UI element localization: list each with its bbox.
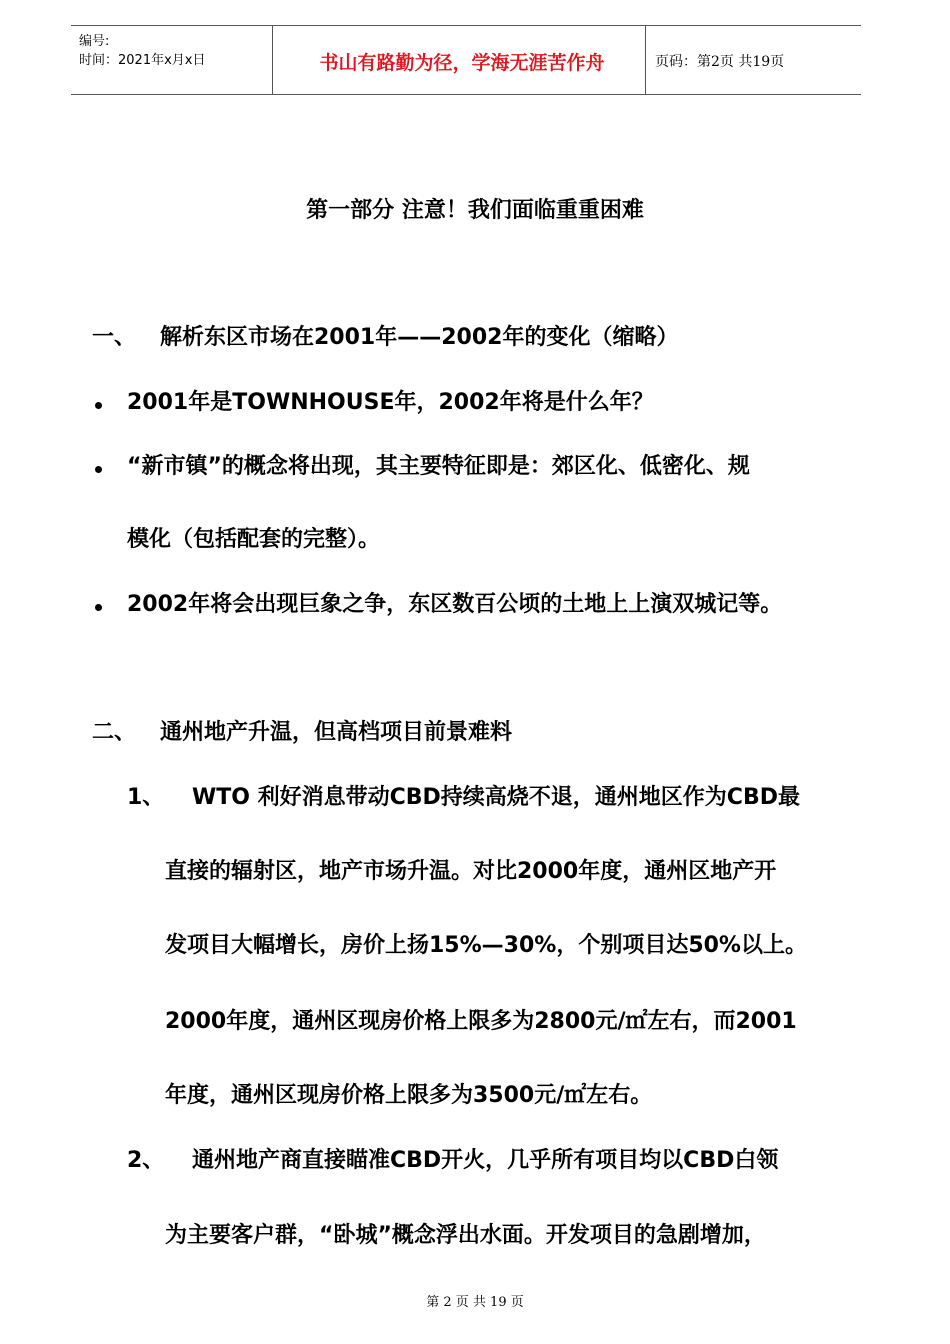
item2-number: 2、: [127, 1148, 165, 1173]
item1-line: 2000年度，通州区现房价格上限多为2800元/㎡左右，而2001: [165, 1009, 797, 1034]
bullet-item: 2001年是TOWNHOUSE年，2002年将是什么年？: [127, 390, 654, 415]
section2-number: 二、: [92, 720, 137, 745]
header-page-info: 页码：第2页 共19页: [655, 54, 785, 70]
header-motto: 书山有路勤为径，学海无涯苦作舟: [319, 52, 605, 74]
bullet-icon: [95, 402, 102, 409]
item1-line: 发项目大幅增长，房价上扬15%—30%，个别项目达50%以上。: [165, 933, 807, 958]
page-title: 第一部分 注意！我们面临重重困难: [306, 198, 644, 223]
header-divider: [272, 26, 273, 94]
section1-heading: 解析东区市场在2001年——2002年的变化（缩略）: [160, 325, 679, 350]
item1-line: 直接的辐射区，地产市场升温。对比2000年度，通州区地产开: [165, 859, 777, 884]
item1-line: WTO 利好消息带动CBD持续高烧不退，通州地区作为CBD最: [192, 785, 800, 810]
header-divider: [645, 26, 646, 94]
item1-number: 1、: [127, 785, 165, 810]
section2-heading: 通州地产升温，但高档项目前景难料: [160, 720, 513, 745]
bullet-item: “新市镇”的概念将出现，其主要特征即是：郊区化、低密化、规: [127, 454, 750, 479]
page-header: [71, 25, 861, 95]
item2-line: 通州地产商直接瞄准CBD开火，几乎所有项目均以CBD白领: [192, 1148, 779, 1173]
page-footer: 第 2 页 共 19 页: [426, 1295, 524, 1310]
bullet-item-continuation: 模化（包括配套的完整）。: [127, 527, 381, 552]
item2-line: 为主要客户群，“卧城”概念浮出水面。开发项目的急剧增加，: [165, 1223, 766, 1248]
bullet-item: 2002年将会出现巨象之争，东区数百公顷的土地上上演双城记等。: [127, 592, 783, 617]
header-number-label: 编号:: [79, 34, 110, 49]
header-meta: [79, 32, 205, 70]
item1-line: 年度，通州区现房价格上限多为3500元/㎡左右。: [165, 1083, 653, 1108]
section1-number: 一、: [92, 325, 137, 350]
bullet-icon: [95, 466, 102, 473]
bullet-icon: [95, 604, 102, 611]
header-time-label: 时间：2021年x月x日: [79, 53, 206, 68]
